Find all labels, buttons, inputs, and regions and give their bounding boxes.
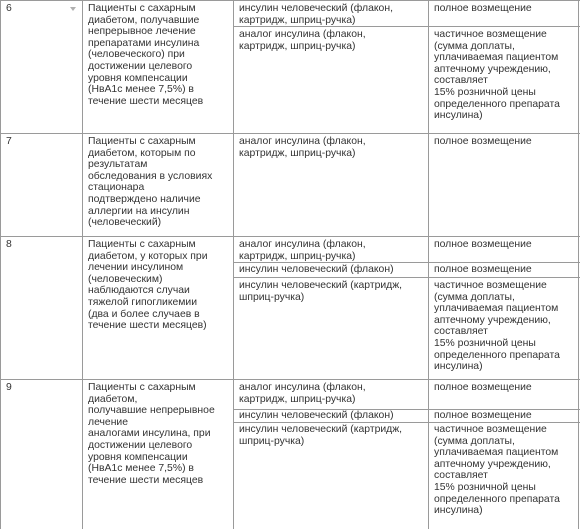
reimbursement-type: частичное возмещение (сумма доплаты, уплачиваемая пациентом аптечному учреждению, составляет 15% розничной цены определенного препарата инсулина) [434,424,560,517]
row-border-7-8 [0,236,580,237]
row-number: 8 [6,239,12,250]
drug-name: аналог инсулина (флакон, картридж, шприц-ручка) [239,29,366,52]
row-border-6-7 [0,133,580,134]
col-border-right [578,0,579,529]
patient-category: Пациенты с сахарным диабетом, получавшие непрерывное лечение аналогами инсулина, при достижении целевого уровня компенсации (НвА1с менее 7,5%) в течение шести месяцев [88,382,215,486]
drug-name: инсулин человеческий (флакон) [239,410,394,421]
drug-name: аналог инсулина (флакон, картридж, шприц-ручка) [239,382,366,405]
reimbursement-type: полное возмещение [434,382,532,393]
row-number: 6 [6,3,12,14]
dropdown-arrow-icon [70,7,76,11]
reimbursement-type: частичное возмещение (сумма доплаты, уплачиваемая пациентом аптечному учреждению, составляет 15% розничной цены определенного препарата инсулина) [434,29,560,122]
subrow-border [233,277,580,278]
drug-name: инсулин человеческий (флакон) [239,264,394,275]
row-border-8-9 [0,379,580,380]
patient-category: Пациенты с сахарным диабетом, получавшие непрерывное лечение препаратами инсулина (человеческого) при достижении целевого уровня компенсации (НвА1с менее 7,5%) в течение шести месяцев [88,3,204,107]
reimbursement-type: полное возмещение [434,264,532,275]
reimbursement-type: полное возмещение [434,239,532,250]
reimbursement-type: частичное возмещение (сумма доплаты, уплачиваемая пациентом аптечному учреждению, составляет 15% розничной цены определенного препарата инсулина) [434,280,560,373]
reimbursement-type: полное возмещение [434,3,532,14]
drug-name: инсулин человеческий (флакон, картридж, шприц-ручка) [239,3,393,26]
drug-name: аналог инсулина (флакон, картридж, шприц-ручка) [239,136,366,159]
drug-name: аналог инсулина (флакон, картридж, шприц-ручка) [239,239,366,262]
col-border-drug [428,0,429,529]
reimbursement-type: полное возмещение [434,136,532,147]
reimbursement-type: полное возмещение [434,410,532,421]
drug-name: инсулин человеческий (картридж, шприц-ручка) [239,280,403,303]
col-border-category [233,0,234,529]
subrow-border [233,422,580,423]
drug-name: инсулин человеческий (картридж, шприц-ручка) [239,424,403,447]
row-number: 9 [6,382,12,393]
col-border-number [82,0,83,529]
patient-category: Пациенты с сахарным диабетом, у которых при лечении инсулином (человеческим) наблюдаются случаи тяжелой гипогликемии (два и более случаев в течение шести месяцев) [88,239,208,332]
row-number: 7 [6,136,12,147]
row-border-top [0,0,580,1]
col-border-left [0,0,1,529]
patient-category: Пациенты с сахарным диабетом, которым по результатам обследования в условиях стационара подтверждено наличие аллергии на инсулин (человеческий) [88,136,213,229]
